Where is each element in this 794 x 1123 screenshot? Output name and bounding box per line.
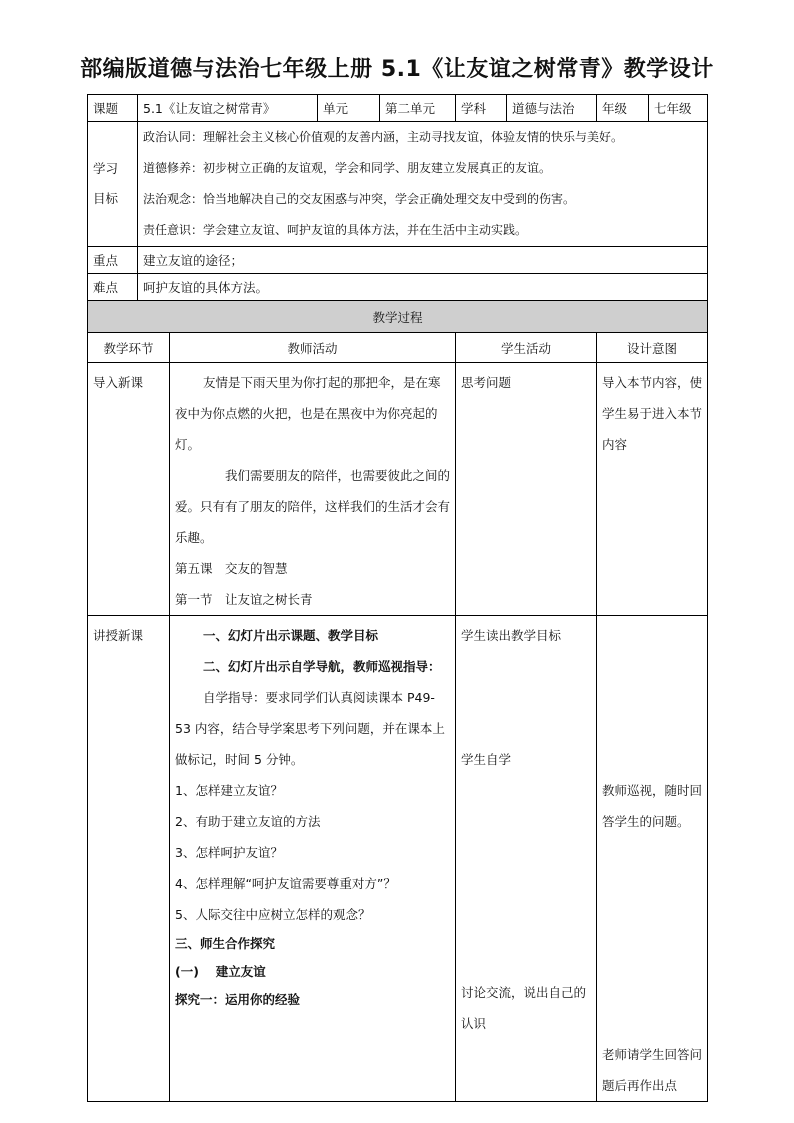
goal-political: 政治认同：理解社会主义核心价值观的友善内涵，主动寻找友谊，体验友情的快乐与美好。 — [143, 130, 624, 144]
subject-label: 学科 — [456, 95, 507, 122]
intro-teacher — [170, 363, 456, 616]
column-header-row — [88, 333, 708, 363]
lecture-explore-1: 探究一：运用你的经验 — [175, 992, 301, 1007]
topic-label: 课题 — [88, 95, 138, 122]
process-header-row — [88, 301, 708, 333]
key-point-label: 重点 — [88, 247, 138, 274]
spacer — [602, 620, 702, 775]
key-point-row — [88, 247, 708, 274]
lecture-intent — [597, 616, 708, 1102]
goals-label — [88, 122, 138, 247]
question-5: 5、人际交往中应树立怎样的观念？ — [175, 907, 371, 922]
intent-answer: 老师请学生回答问题后再作出点 — [602, 1047, 703, 1093]
lecture-step-1: 一、幻灯片出示课题、教学目标 — [203, 628, 379, 643]
question-1: 1、怎样建立友谊？ — [175, 783, 283, 798]
student-self-study: 学生自学 — [461, 752, 512, 767]
subject-value: 道德与法治 — [507, 95, 597, 122]
grade-value: 七年级 — [649, 95, 708, 122]
key-point-value: 建立友谊的途径； — [138, 247, 708, 274]
intro-text-1: 友情是下雨天里为你打起的那把伞，是在寒夜中为你点燃的火把，也是在黑夜中为你亮起的灯。 — [175, 375, 441, 452]
lecture-teacher — [170, 616, 456, 1102]
unit-label: 单元 — [318, 95, 380, 122]
goals-label-line-1: 学习 — [93, 161, 119, 176]
student-discuss: 讨论交流，说出自己的认识 — [461, 985, 587, 1031]
question-3: 3、怎样呵护友谊？ — [175, 845, 283, 860]
col-stage: 教学环节 — [88, 333, 170, 363]
col-intent: 设计意图 — [597, 333, 708, 363]
intro-row — [88, 363, 708, 616]
lecture-student — [456, 616, 597, 1102]
spacer — [461, 775, 591, 977]
lecture-guide: 自学指导：要求同学们认真阅读课本 P49-53 内容，结合导学案思考下列问题，并在课本上做标记，时间 5 分钟。 — [175, 690, 445, 767]
process-header: 教学过程 — [88, 301, 708, 333]
topic-value: 5.1《让友谊之树常青》 — [138, 95, 318, 122]
page-title: 部编版道德与法治七年级上册 5.1《让友谊之树常青》教学设计 — [80, 57, 714, 82]
spacer — [461, 651, 591, 744]
spacer — [602, 837, 702, 1039]
goals-content — [138, 122, 708, 247]
lecture-sub-1: (一) 建立友谊 — [175, 964, 266, 979]
question-2: 2、有助于建立友谊的方法 — [175, 814, 321, 829]
col-student: 学生活动 — [456, 333, 597, 363]
intro-stage: 导入新课 — [88, 363, 170, 616]
intro-intent: 导入本节内容，使学生易于进入本节内容 — [597, 363, 708, 616]
goal-law: 法治观念：恰当地解决自己的交友困惑与冲突，学会正确处理交友中受到的伤害。 — [143, 192, 576, 206]
lecture-step-2: 二、幻灯片出示自学导航，教师巡视指导： — [203, 659, 441, 674]
info-row — [88, 95, 708, 122]
difficulty-label: 难点 — [88, 274, 138, 301]
intro-lesson-title: 第五课 交友的智慧 — [175, 561, 288, 576]
difficulty-value: 呵护友谊的具体方法。 — [138, 274, 708, 301]
intro-section-title: 第一节 让友谊之树长青 — [175, 592, 313, 607]
col-teacher: 教师活动 — [170, 333, 456, 363]
lecture-row — [88, 616, 708, 1102]
goal-moral: 道德修养：初步树立正确的友谊观，学会和同学、朋友建立发展真正的友谊。 — [143, 161, 552, 175]
lecture-stage: 讲授新课 — [88, 616, 170, 1102]
unit-value: 第二单元 — [380, 95, 456, 122]
intro-text-2: 我们需要朋友的陪伴，也需要彼此之间的爱。只有有了朋友的陪伴，这样我们的生活才会有乐趣。 — [175, 468, 451, 545]
student-read-goals: 学生读出教学目标 — [461, 628, 562, 643]
question-4: 4、怎样理解“呵护友谊需要尊重对方”？ — [175, 876, 396, 891]
intro-student: 思考问题 — [456, 363, 597, 616]
goal-responsibility: 责任意识：学会建立友谊、呵护友谊的具体方法，并在生活中主动实践。 — [143, 223, 528, 237]
goals-row — [88, 122, 708, 247]
grade-label: 年级 — [597, 95, 649, 122]
goals-label-line-2: 目标 — [93, 191, 119, 206]
intent-patrol: 教师巡视，随时回答学生的问题。 — [602, 783, 703, 829]
difficulty-row — [88, 274, 708, 301]
lecture-step-3: 三、师生合作探究 — [175, 936, 276, 951]
lesson-plan-table — [87, 94, 708, 1102]
